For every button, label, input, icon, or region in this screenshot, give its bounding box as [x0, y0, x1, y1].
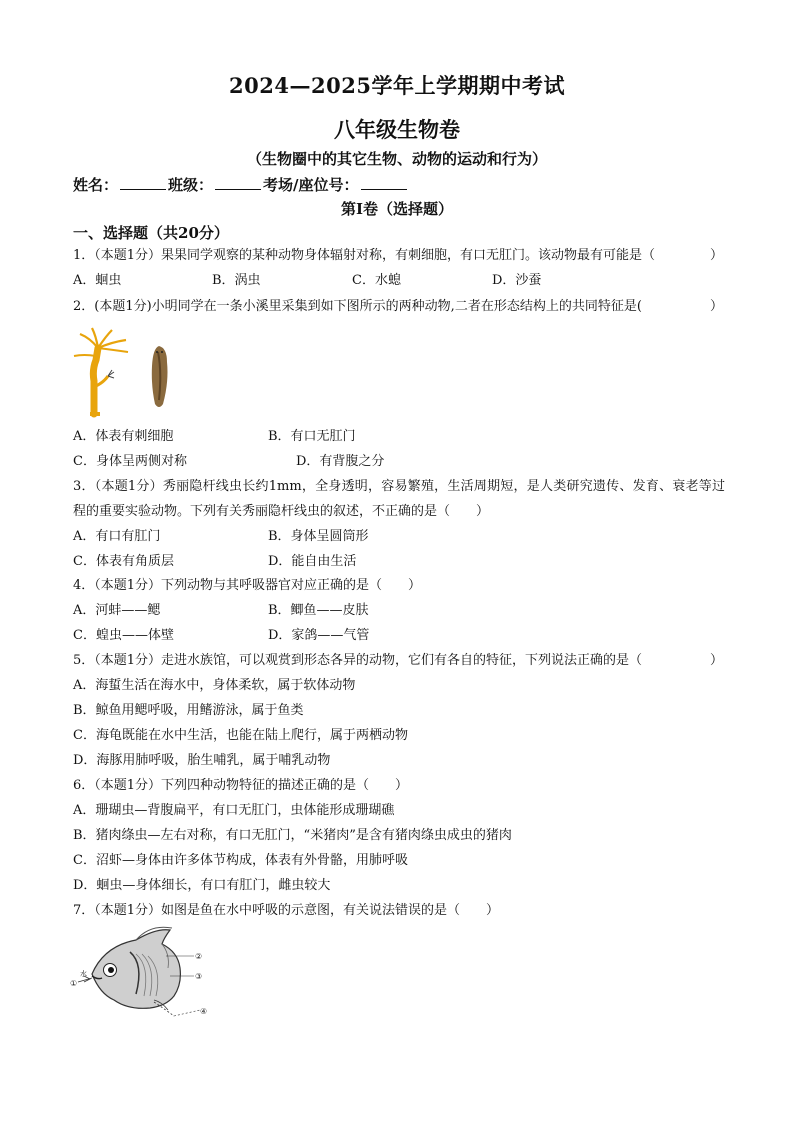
- option-d: D．家鸽——气管: [268, 628, 370, 643]
- option-c: C．体表有角质层: [73, 554, 174, 569]
- question-stem: 3．（本题1分）秀丽隐杆线虫长约1mm，全身透明，容易繁殖，生活周期短，是人类研究遗传、发育、衰老等过程的重要实验动物。下列有关秀丽隐杆线虫的叙述，不正确的是（ ）: [73, 479, 725, 519]
- option-a: A．蛔虫: [73, 273, 122, 288]
- question-2: [73, 294, 723, 319]
- option-a: A．珊瑚虫—背腹扁平，有口无肛门，虫体能形成珊瑚礁: [73, 803, 395, 818]
- question-stem: 1．（本题1分）果果同学观察的某种动物身体辐射对称，有刺细胞，有口无肛门。该动物最有可能是（: [73, 248, 656, 263]
- answer-paren-close: ）: [709, 248, 723, 263]
- question-stem: 5．（本题1分）走进水族馆，可以观赏到形态各异的动物，它们有各自的特征，下列说法正确的是（: [73, 653, 643, 668]
- label-4: ④: [200, 1007, 208, 1016]
- option-b: B．猪肉绦虫—左右对称，有口无肛门，“米猪肉”是含有猪肉绦虫成虫的猪肉: [73, 828, 512, 843]
- question-5: [73, 648, 723, 673]
- question-7: [73, 898, 723, 923]
- option-c: C．蝗虫——体壁: [73, 628, 174, 643]
- fish-respiration-figure: [70, 924, 220, 1020]
- answer-paren-close: ）: [709, 653, 723, 668]
- question-4: [73, 573, 723, 598]
- student-info-line: [73, 174, 409, 195]
- class-blank[interactable]: [215, 177, 261, 190]
- question-stem: 7．（本题1分）如图是鱼在水中呼吸的示意图，有关说法错误的是（ ）: [73, 903, 500, 918]
- option-c: C．海龟既能在水中生活，也能在陆上爬行，属于两栖动物: [73, 728, 408, 743]
- option-d: D．海豚用肺呼吸，胎生哺乳，属于哺乳动物: [73, 753, 331, 768]
- option-b: B．有口无肛门: [268, 429, 356, 444]
- option-b: B．身体呈圆筒形: [268, 529, 369, 544]
- planarian-icon: [145, 342, 175, 412]
- exam-subtitle: 八年级生物卷: [334, 117, 460, 142]
- option-a: A．河蚌——鳃: [73, 603, 161, 618]
- option-c: C．水螅: [352, 273, 401, 288]
- option-b: B．涡虫: [212, 273, 261, 288]
- seat-label: 考场/座位号：: [263, 176, 359, 194]
- label-3: ③: [195, 972, 203, 981]
- question-6: [73, 773, 723, 798]
- question-stem: 2．(本题1分)小明同学在一条小溪里采集到如下图所示的两种动物,二者在形态结构上的共同特征是(: [73, 299, 642, 314]
- exam-scope: （生物圈中的其它生物、动物的运动和行为）: [246, 150, 547, 168]
- question-3: [73, 474, 725, 524]
- option-b: B．鲫鱼——皮肤: [268, 603, 369, 618]
- option-b: B．鲸鱼用鳃呼吸，用鳍游泳，属于鱼类: [73, 703, 304, 718]
- part-title: 第Ⅰ卷（选择题）: [340, 200, 454, 218]
- answer-paren-close: ）: [709, 299, 723, 314]
- option-d: D．蛔虫—身体细长，有口有肛门，雌虫较大: [73, 878, 331, 893]
- option-a: A．海蜇生活在海水中，身体柔软，属于软体动物: [73, 678, 356, 693]
- exam-title: 2024—2025学年上学期期中考试: [229, 73, 565, 98]
- water-label: 水: [80, 970, 87, 978]
- option-a: A．有口有肛门: [73, 529, 161, 544]
- option-d: D．沙蚕: [492, 273, 542, 288]
- name-blank[interactable]: [120, 177, 166, 190]
- label-1: ①: [70, 979, 78, 988]
- name-label: 姓名：: [73, 176, 119, 194]
- option-c: C．沼虾—身体由许多体节构成，体表有外骨骼，用肺呼吸: [73, 853, 408, 868]
- label-2: ②: [195, 952, 203, 961]
- class-label: 班级：: [168, 176, 214, 194]
- option-a: A．体表有刺细胞: [73, 429, 174, 444]
- question-1: [73, 243, 723, 268]
- question-stem: 6．（本题1分）下列四种动物特征的描述正确的是（ ）: [73, 778, 409, 793]
- seat-blank[interactable]: [361, 177, 407, 190]
- option-d: D．有背腹之分: [296, 454, 385, 469]
- option-d: D．能自由生活: [268, 554, 357, 569]
- section-title: 一、选择题（共20分）: [73, 224, 229, 242]
- question-stem: 4．（本题1分）下列动物与其呼吸器官对应正确的是（ ）: [73, 578, 422, 593]
- option-c: C．身体呈两侧对称: [73, 454, 187, 469]
- hydra-icon: [70, 326, 132, 418]
